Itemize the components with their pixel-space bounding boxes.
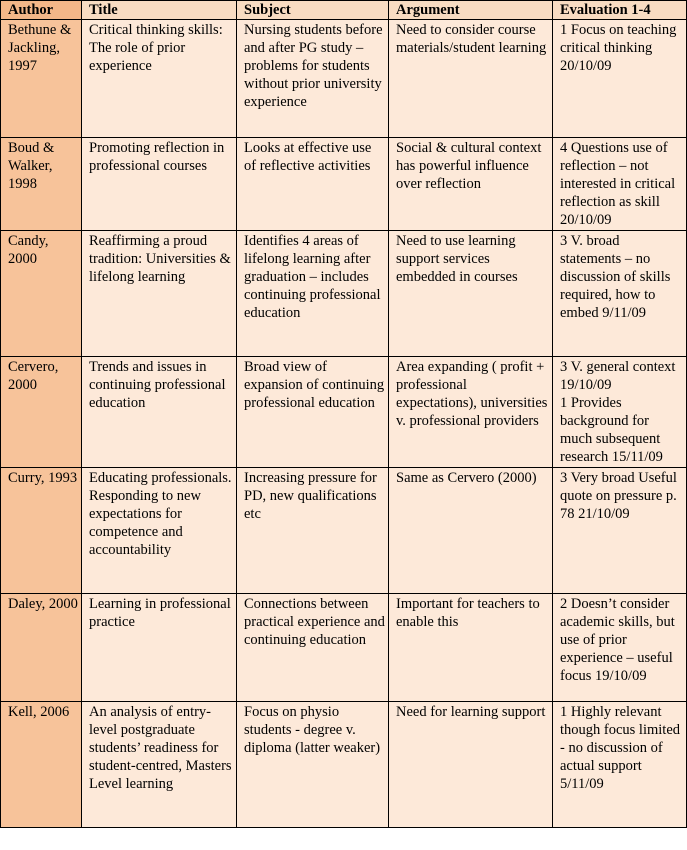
subject-cell: Focus on physio students - degree v. diploma (latter weaker) <box>237 702 389 828</box>
header-title: Title <box>82 1 237 20</box>
header-author: Author <box>1 1 82 20</box>
evaluation-cell <box>553 468 687 594</box>
evaluation-note: 2 Doesn’t consider academic skills, but use of prior experience – useful focus 19/10/09 <box>560 596 675 684</box>
header-argument: Argument <box>389 1 553 20</box>
author-cell: Boud & Walker, 1998 <box>1 138 82 231</box>
subject-cell: Identifies 4 areas of lifelong learning after graduation – includes continuing professional education <box>237 231 389 357</box>
title-cell: Educating professionals. Responding to new expectations for competence and accountability <box>82 468 237 594</box>
argument-cell: Need to consider course materials/student learning <box>389 20 553 138</box>
title-cell: Promoting reflection in professional courses <box>82 138 237 231</box>
subject-cell: Connections between practical experience and continuing education <box>237 594 389 702</box>
subject-cell: Looks at effective use of reflective activities <box>237 138 389 231</box>
argument-cell: Area expanding ( profit + professional expectations), universities v. professional providers <box>389 357 553 468</box>
evaluation-cell <box>553 594 687 702</box>
author-cell: Daley, 2000 <box>1 594 82 702</box>
evaluation-note: 1 Provides background for much subsequent research 15/11/09 <box>560 395 663 465</box>
table-row <box>1 138 687 231</box>
table-row <box>1 20 687 138</box>
author-cell: Cervero, 2000 <box>1 357 82 468</box>
argument-cell: Social & cultural context has powerful influence over reflection <box>389 138 553 231</box>
subject-cell: Broad view of expansion of continuing professional education <box>237 357 389 468</box>
table-row <box>1 357 687 468</box>
title-cell: Trends and issues in continuing professional education <box>82 357 237 468</box>
header-evaluation: Evaluation 1-4 <box>553 1 687 20</box>
argument-cell: Important for teachers to enable this <box>389 594 553 702</box>
header-row <box>1 1 687 20</box>
table-row <box>1 594 687 702</box>
subject-cell: Nursing students before and after PG study – problems for students without prior university experience <box>237 20 389 138</box>
table-row <box>1 468 687 594</box>
header-subject: Subject <box>237 1 389 20</box>
table-row <box>1 231 687 357</box>
evaluation-note: 4 Questions use of reflection – not interested in critical reflection as skill 20/10/09 <box>560 140 676 228</box>
evaluation-note: 3 V. general context 19/10/09 <box>560 359 676 393</box>
argument-cell: Need to use learning support services embedded in courses <box>389 231 553 357</box>
evaluation-note: 3 V. broad statements – no discussion of skills required, how to embed 9/11/09 <box>560 233 671 321</box>
title-cell: Critical thinking skills: The role of prior experience <box>82 20 237 138</box>
author-cell: Curry, 1993 <box>1 468 82 594</box>
argument-cell: Same as Cervero (2000) <box>389 468 553 594</box>
evaluation-cell <box>553 231 687 357</box>
title-cell: Learning in professional practice <box>82 594 237 702</box>
evaluation-note: 1 Focus on teaching critical thinking 20/10/09 <box>560 22 677 74</box>
evaluation-cell <box>553 702 687 828</box>
argument-cell: Need for learning support <box>389 702 553 828</box>
evaluation-cell <box>553 138 687 231</box>
evaluation-cell <box>553 20 687 138</box>
evaluation-note: 3 Very broad Useful quote on pressure p. 78 21/10/09 <box>560 470 677 522</box>
author-cell: Candy, 2000 <box>1 231 82 357</box>
evaluation-note: 1 Highly relevant though focus limited - no discussion of actual support 5/11/09 <box>560 704 681 792</box>
evaluation-cell <box>553 357 687 468</box>
author-cell: Kell, 2006 <box>1 702 82 828</box>
title-cell: Reaffirming a proud tradition: Universities & lifelong learning <box>82 231 237 357</box>
table-row <box>1 702 687 828</box>
author-cell: Bethune & Jackling, 1997 <box>1 20 82 138</box>
title-cell: An analysis of entry-level postgraduate students’ readiness for student-centred, Masters Level learning <box>82 702 237 828</box>
subject-cell: Increasing pressure for PD, new qualifications etc <box>237 468 389 594</box>
